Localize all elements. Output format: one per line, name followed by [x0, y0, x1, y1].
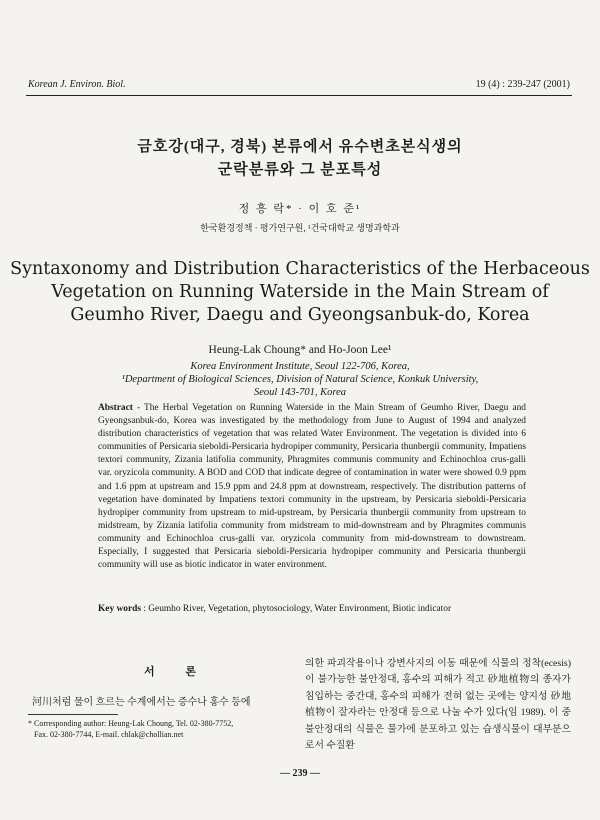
- volume-info: 19 (4) : 239-247 (2001): [475, 79, 570, 90]
- abstract-label: Abstract: [98, 403, 133, 413]
- english-affiliation-line-2: ¹Department of Biological Sciences, Division of Natural Science, Konkuk University,: [121, 374, 479, 385]
- abstract: [98, 402, 526, 572]
- left-column-paragraph: 河川처럼 물이 흐르는 수계에서는 증수나 홍수 등에: [32, 697, 251, 708]
- footnote-line-2: Fax. 02-380-7744, E-mail. chlak@chollian.net: [34, 730, 184, 739]
- korean-authors: 정 흥 락* · 이 호 준¹: [238, 203, 362, 215]
- section-title-introduction: 서 론: [143, 666, 210, 678]
- footnote-line-1: * Corresponding author: Heung-Lak Choung, Tel. 02-380-7752,: [28, 719, 234, 728]
- english-authors: Heung-Lak Choung* and Ho-Joon Lee¹: [208, 344, 392, 356]
- english-title-line-3: Geumho River, Daegu and Gyeongsanbuk-do, Korea: [70, 305, 530, 325]
- english-title-line-2: Vegetation on Running Waterside in the Main Stream of: [51, 282, 549, 302]
- korean-affiliation: 한국환경정책 · 평가연구원, ¹건국대학교 생명과학과: [200, 223, 400, 233]
- abstract-text: - The Herbal Vegetation on Running Waterside in the Main Stream of Geumho River, Daegu and Gyeongsanbuk-do, Korea was investigated by the methodology from June to August of 1994 and analyzed distribution characteristics of vegetation that was related Water Environment. The vegetation is divided into 6 communities of Persicaria sieboldi-Persicaria hydropiper community, Persicaria thunbergii community, Impatiens textori community, Zizania latifolia community, Phragmites communis community and Echinochloa crus-galli var. oryzicola community. A BOD and COD that indicate degree of contamination in water were showed 0.9 ppm and 1.6 ppm at upstream and 15.9 ppm and 24.8 ppm at downstream, respectively. The distribution patterns of vegetation have dominated by Impatiens textori community in the upstream, by Persicaria sieboldi-Persicaria hydropiper community from upstream to mid-upstream, by Persicaria thunbergii community from upstream to midstream, by Zizania latifolia community from midstream to mid-downstream and by Phragmites communis community and Echinochloa crus-galli var. oryzicola community from mid-downstream to downstream. Especially, I suggested that Persicaria sieboldi-Persicaria hydropiper community and Persicaria thunbergii community will use as biotic indicator in water environment.: [98, 403, 526, 571]
- english-affiliation-line-3: Seoul 143-701, Korea: [253, 387, 347, 398]
- header-rule: [26, 95, 572, 96]
- korean-title-line-1: 금호강(대구, 경북) 본류에서 유수변초본식생의: [137, 139, 463, 155]
- english-affiliation-line-1: Korea Environment Institute, Seoul 122-706, Korea,: [190, 361, 410, 372]
- footnote-rule: [28, 714, 118, 715]
- keywords-label: Key words: [98, 604, 141, 614]
- korean-title-line-2: 군락분류와 그 분포특성: [217, 162, 383, 178]
- keywords: [98, 604, 526, 614]
- english-title-line-1: Syntaxonomy and Distribution Characteristics of the Herbaceous: [10, 259, 590, 279]
- page-number: — 239 —: [280, 768, 320, 779]
- right-column-paragraph: 의한 파괴작용이나 강변사지의 이동 때문에 식물의 정착(ecesis)이 불가능한 불안정대, 홍수의 피해가 적고 砂地植物의 종자가 침입하는 중간대, 홍수의 피해가 전혀 없는 곳에는 양지성 砂地植物이 잘자라는 안정대 등으로 나눌 수가 있다(임 1989). 이 중 불안정대의 식물은 물가에 분포하고 있는 습생식물이 대부분으로서 수질환: [305, 658, 571, 752]
- keywords-text: : Geumho River, Vegetation, phytosociology, Water Environment, Biotic indicator: [140, 604, 452, 614]
- journal-name: Korean J. Environ. Biol.: [28, 79, 126, 90]
- footnote: [28, 718, 298, 740]
